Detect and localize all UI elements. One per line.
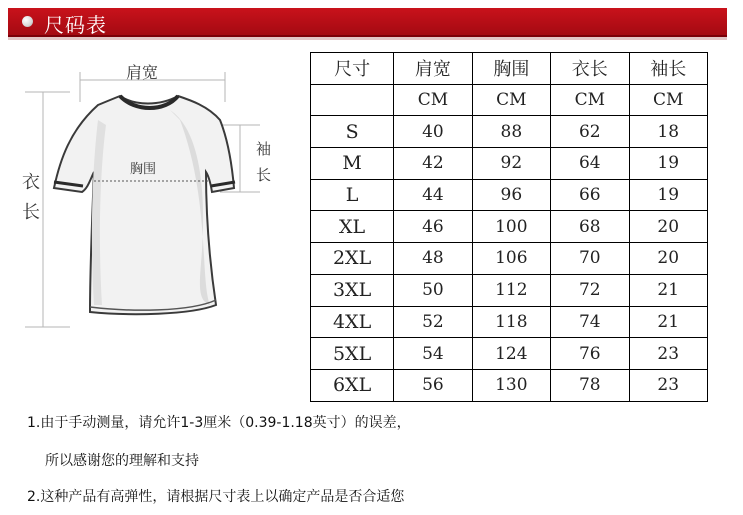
table-cell: 19 (629, 179, 708, 211)
header-length: 衣长 (551, 53, 629, 85)
size-cell: 6XL (311, 369, 394, 401)
table-row (311, 211, 708, 243)
header-chest: 胸围 (472, 53, 550, 85)
table-cell: 118 (472, 306, 550, 338)
table-row (311, 369, 708, 401)
table-cell: 52 (394, 306, 472, 338)
table-cell: 44 (394, 179, 472, 211)
unit-cell (311, 84, 394, 116)
table-cell: 70 (551, 243, 629, 275)
table-row (311, 148, 708, 180)
table-cell: 42 (394, 148, 472, 180)
size-cell: 4XL (311, 306, 394, 338)
table-cell: 23 (629, 369, 708, 401)
table-cell: 18 (629, 116, 708, 148)
header-size: 尺寸 (311, 53, 394, 85)
table-cell: 46 (394, 211, 472, 243)
table-cell: 96 (472, 179, 550, 211)
shoulder-width-label: 肩宽 (126, 63, 159, 82)
table-cell: 20 (629, 211, 708, 243)
table-cell: 100 (472, 211, 550, 243)
unit-cell: CM (472, 84, 550, 116)
tshirt-icon (10, 50, 310, 340)
table-header-row (311, 53, 708, 85)
table-cell: 124 (472, 338, 550, 370)
table-cell: 21 (629, 274, 708, 306)
table-cell: 72 (551, 274, 629, 306)
table-cell: 50 (394, 274, 472, 306)
bullet-icon (22, 16, 33, 27)
size-cell: XL (311, 211, 394, 243)
table-cell: 74 (551, 306, 629, 338)
note-thanks: 所以感谢您的理解和支持 (45, 453, 199, 469)
table-cell: 64 (551, 148, 629, 180)
header-sleeve: 袖长 (629, 53, 708, 85)
table-cell: 106 (472, 243, 550, 275)
chest-label: 胸围 (130, 162, 157, 177)
table-cell: 92 (472, 148, 550, 180)
table-row (311, 243, 708, 275)
table-cell: 112 (472, 274, 550, 306)
size-cell: 3XL (311, 274, 394, 306)
table-row (311, 338, 708, 370)
body-length-label: 衣长 (22, 172, 40, 223)
table-cell: 66 (551, 179, 629, 211)
unit-cell: CM (551, 84, 629, 116)
page-header (8, 8, 727, 37)
table-cell: 48 (394, 243, 472, 275)
table-cell: 23 (629, 338, 708, 370)
table-cell: 76 (551, 338, 629, 370)
unit-cell: CM (394, 84, 472, 116)
table-row (311, 116, 708, 148)
table-cell: 78 (551, 369, 629, 401)
size-cell: S (311, 116, 394, 148)
table-cell: 68 (551, 211, 629, 243)
table-cell: 40 (394, 116, 472, 148)
table-cell: 130 (472, 369, 550, 401)
page-title: 尺码表 (44, 13, 107, 37)
table-cell: 19 (629, 148, 708, 180)
table-row (311, 179, 708, 211)
table-cell: 20 (629, 243, 708, 275)
table-row (311, 306, 708, 338)
header-shoulder: 肩宽 (394, 53, 472, 85)
tshirt-illustration (10, 50, 310, 340)
unit-cell: CM (629, 84, 708, 116)
size-cell: 2XL (311, 243, 394, 275)
size-cell: L (311, 179, 394, 211)
size-table (310, 52, 708, 402)
header-divider (8, 37, 727, 40)
table-cell: 54 (394, 338, 472, 370)
table-cell: 21 (629, 306, 708, 338)
table-unit-row (311, 84, 708, 116)
size-cell: M (311, 148, 394, 180)
table-row (311, 274, 708, 306)
size-cell: 5XL (311, 338, 394, 370)
table-cell: 88 (472, 116, 550, 148)
table-cell: 56 (394, 369, 472, 401)
note-tolerance: 1.由于手动测量，请允许1-3厘米（0.39-1.18英寸）的误差， (27, 415, 411, 431)
table-cell: 62 (551, 116, 629, 148)
note-elasticity: 2.这种产品有高弹性，请根据尺寸表上以确定产品是否合适您 (27, 489, 405, 505)
sleeve-length-label: 袖长 (256, 140, 272, 184)
